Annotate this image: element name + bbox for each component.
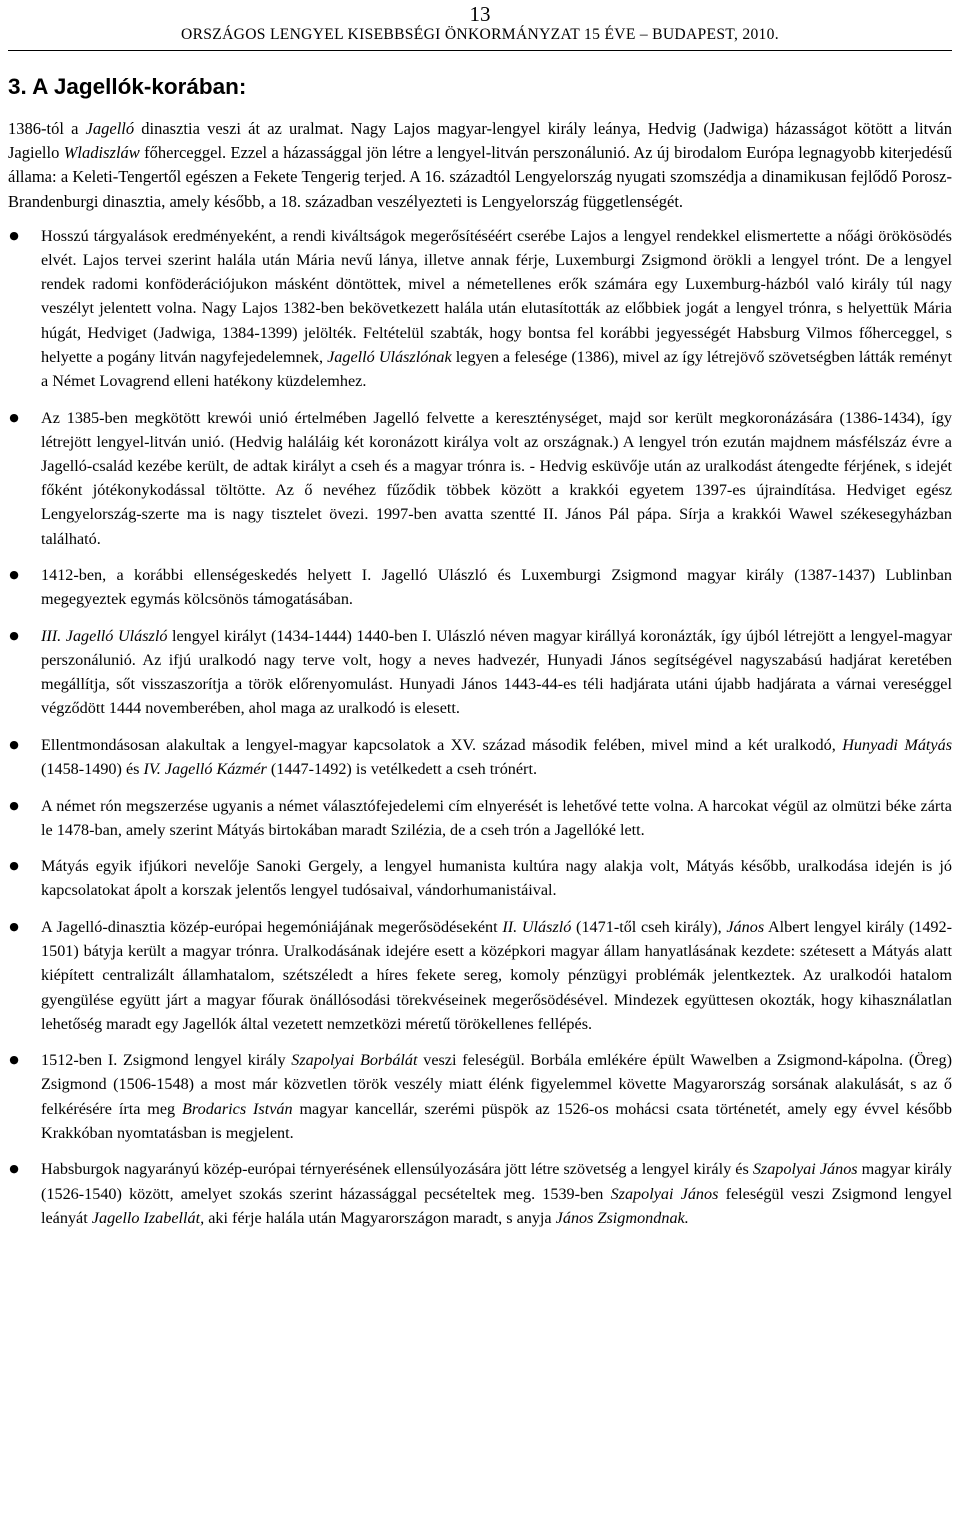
bullet-icon: ● [9, 568, 19, 582]
bullet-emphasis: Szapolyai Borbálát [291, 1051, 418, 1070]
bullet-text: Az 1385-ben megkötött krewói unió értelmében Jagelló felvette a kereszténységet, majd sor került megkoronázására (1386-1434), így létrejött lengyel-litván unió. (Hedvig haláláig két koronázott királya volt az országnak.) A lengyel trón ezután majdnem másfélszáz évre a Jagelló-család kezébe került, de adtak királyt a cseh és a magyar trónra is. - Hedvig esküvője után az uralkodást átengedte férjének, s idejét főként jótékonykodással töltötte. Az ő nevéhez fűződik többek között a krakkói egyetem 1397-es újraindítása. Hedviget egész Lengyelország-szerte ma is nagy tisztelet övezi. 1997-ben avatta szentté II. János Pál pápa. Sírja a krakkói Wawel székesegyházban található. [41, 408, 952, 548]
bullet-text: (1471-től cseh király), [571, 917, 727, 936]
running-title: ORSZÁGOS LENGYEL KISEBBSÉGI ÖNKORMÁNYZAT 15 ÉVE – BUDAPEST, 2010. [181, 26, 779, 43]
intro-text: 1386-tól a [8, 119, 86, 138]
bullet-emphasis: Brodarics István [182, 1099, 293, 1118]
bullet-text: A Jagelló-dinasztia közép-európai hegemóniájának megerősödéseként [41, 917, 503, 936]
bullet-text: aki férje halála után Magyarországon maradt, s anyja [204, 1208, 556, 1227]
bullet-text: lengyel királyt (1434-1444) 1440-ben I. Ulászló néven magyar királlyá koronázták, így újból létrejött a lengyel-magyar perszonálunió. Az ifjú uralkodó nagy terve volt, hogy a neves hadvezér, Hunyadi János segítségével nagyszabású hadjárat keretében megállítja, sőt visszaszorítja a török előrenyomulást. Hunyadi János 1443-44-es téli hadjárata utáni újabb hadjárata a várnai vereséggel végződött 1444 novemberében, ahol maga az uralkodó is elesett. [41, 626, 952, 718]
bullet-text: Ellentmondásosan alakultak a lengyel-magyar kapcsolatok a XV. század második felében, mivel mind a két uralkodó, [41, 735, 843, 754]
intro-paragraph [8, 117, 952, 214]
bullet-text: Hosszú tárgyalások eredményeként, a rendi kiváltságok megerősítéséért cserébe Lajos a lengyel rendekkel elismertette a nőági örökösödés elvét. Lajos tervei szerint halála után Mária nevű lánya, illetve annak férje, Luxemburgi Zsigmond örökli a lengyel trónt. De a lengyel rendek radomi konföderációjukon másként döntöttek, mivel a németellenes erők számára egy Luxemburg-házból való király túl nagy veszélyt jelentett volna. Nagy Lajos 1382-ben bekövetkezett halála után elutasították az előbbiek jogát a lengyel trónra, s helyettük Mária húgát, Hedviget (Jadwiga, 1384-1399) jelölték. Feltételül szabták, hogy bontsa fel korábbi jegyességét Habsburg Vilmos főherceggel, s helyette a pogány litván nagyfejedelemnek, [41, 226, 952, 366]
bullet-text: feleségül veszi Zsigmond lengyel leányát [41, 1184, 953, 1227]
bullet-icon: ● [9, 798, 19, 812]
bullet-item [8, 1048, 952, 1145]
bullet-text: (1447-1492) is vetélkedett a cseh trónért. [266, 760, 537, 779]
bullet-text: (1458-1490) és [41, 760, 144, 779]
intro-text: főherceggel. Ezzel a házassággal jön létre a lengyel-litván perszonálunió. Az új birodalom Európa legnagyobb kiterjedésű állama: a Keleti-Tengertől egészen a Fekete Tengerig terjed. A 16. századtól Lengyelország nyugati szomszédja a dinamikusan fejlődő Porosz-Brandenburgi dinasztia, amely később, a 18. században veszélyezteti is Lengyelország függetlenségét. [8, 143, 952, 211]
bullet-item [8, 854, 952, 902]
bullet-emphasis: IV. Jagelló Kázmér [143, 760, 267, 779]
bullet-emphasis: János [726, 917, 765, 936]
bullet-icon: ● [9, 228, 19, 242]
page-body [8, 72, 952, 1242]
page-header [8, 2, 952, 51]
bullet-icon: ● [9, 859, 19, 873]
bullet-emphasis: Jagelló Ulászlónak [327, 347, 452, 366]
bullet-text: 1512-ben I. Zsigmond lengyel király [41, 1051, 292, 1070]
bullet-icon: ● [9, 628, 19, 642]
bullet-text: Albert lengyel király (1492-1501) bátyja került a magyar trónra. Uralkodásának idejére esett a középkori magyar állam hanyatlásának kezdete: szétesett a Mátyás alatt kiépített centralizált államhatalom, szétszéledt a híres fekete sereg, komoly pénzügyi problémák jelentkeztek. Az uralkodói hatalom gyengülése együtt járt a magyar főurak önállósodási törekvéseinek megerősödésével. Mindezek együttesen okozták, hogy kihasználatlan lehetőség maradt egy Jagellók által vezetett nemzetközi méretű törökellenes fellépés. [41, 917, 952, 1033]
bullet-item [8, 563, 952, 611]
intro-text: dinasztia veszi át az uralmat. Nagy Lajos magyar-lengyel király leánya, Hedvig (Jadwiga) házasságot kötött a litván Jagiello [8, 119, 952, 163]
bullet-item [8, 733, 952, 781]
bullet-item [8, 624, 952, 721]
intro-emphasis: Wladiszláw [63, 143, 140, 163]
page-number: 13 [469, 2, 491, 26]
bullet-item [8, 406, 952, 551]
bullet-text: legyen a felesége (1386), mivel az így létrejövő szövetségben látták reményt a Német Lovagrend elleni hatékony küzdelemhez. [41, 347, 952, 391]
bullet-text: veszi feleségül. Borbála emlékére épült Wawelben a Zsigmond-kápolna. (Öreg) Zsigmond (1506-1548) a most már közvetlen török veszély miatt élénk figyelemmel követte Magyarország sorsának alakulását, s az ő felkérésére írta meg [41, 1051, 952, 1118]
header-rule [8, 50, 952, 51]
bullet-icon: ● [9, 410, 19, 424]
bullet-text: magyar király (1526-1540) között, amelyet szokás szerint házassággal pecsételtek meg. 1539-ben [41, 1160, 953, 1203]
bullet-emphasis: Szapolyai János [752, 1160, 858, 1179]
bullet-text: 1412-ben, a korábbi ellenségeskedés helyett I. Jagelló Ulászló és Luxemburgi Zsigmond magyar király (1387-1437) Lublinban megegyeztek egymás kölcsönös támogatásában. [41, 566, 952, 609]
bullet-icon: ● [9, 1162, 19, 1176]
bullet-icon: ● [9, 919, 19, 933]
bullet-text: A német rón megszerzése ugyanis a német választófejedelemi cím elnyerését is lehetővé tette volna. A harcokat végül az olmützi béke zárta le 1478-ban, amely szerint Mátyás birtokában maradt Szilézia, de a cseh trón a Jagellóké lett. [41, 796, 952, 839]
bullet-text: magyar kancellár, szerémi püspök az 1526-os mohácsi csata történetét, amely egy évvel később Krakkóban nyomtatásban is megjelent. [41, 1099, 952, 1142]
bullet-list [8, 224, 952, 1230]
bullet-text: Habsburgok nagyarányú közép-európai térnyerésének ellensúlyozására jött létre szövetség a lengyel király és [41, 1160, 753, 1179]
bullet-emphasis: Jagello Izabellát, [91, 1208, 205, 1227]
bullet-emphasis: II. Ulászló [502, 917, 572, 936]
bullet-emphasis: János Zsigmondnak. [555, 1208, 689, 1227]
bullet-item [8, 1157, 952, 1230]
intro-emphasis: Jagelló [85, 119, 135, 138]
bullet-emphasis: III. Jagelló Ulászló [41, 626, 168, 645]
bullet-item [8, 224, 952, 393]
bullet-emphasis: Szapolyai János [610, 1184, 719, 1203]
bullet-emphasis: Hunyadi Mátyás [842, 735, 953, 754]
section-heading: 3. A Jagellók-korában: [8, 74, 247, 99]
bullet-item [8, 915, 952, 1036]
bullet-item [8, 794, 952, 842]
bullet-text: Mátyás egyik ifjúkori nevelője Sanoki Gergely, a lengyel humanista kultúra nagy alakja volt, Mátyás később, uralkodása idején is jó kapcsolatokat ápolt a korszak jelentős lengyel tudósaival, vándorhumanistáival. [41, 857, 952, 900]
bullet-icon: ● [9, 1053, 19, 1067]
bullet-icon: ● [9, 737, 19, 751]
